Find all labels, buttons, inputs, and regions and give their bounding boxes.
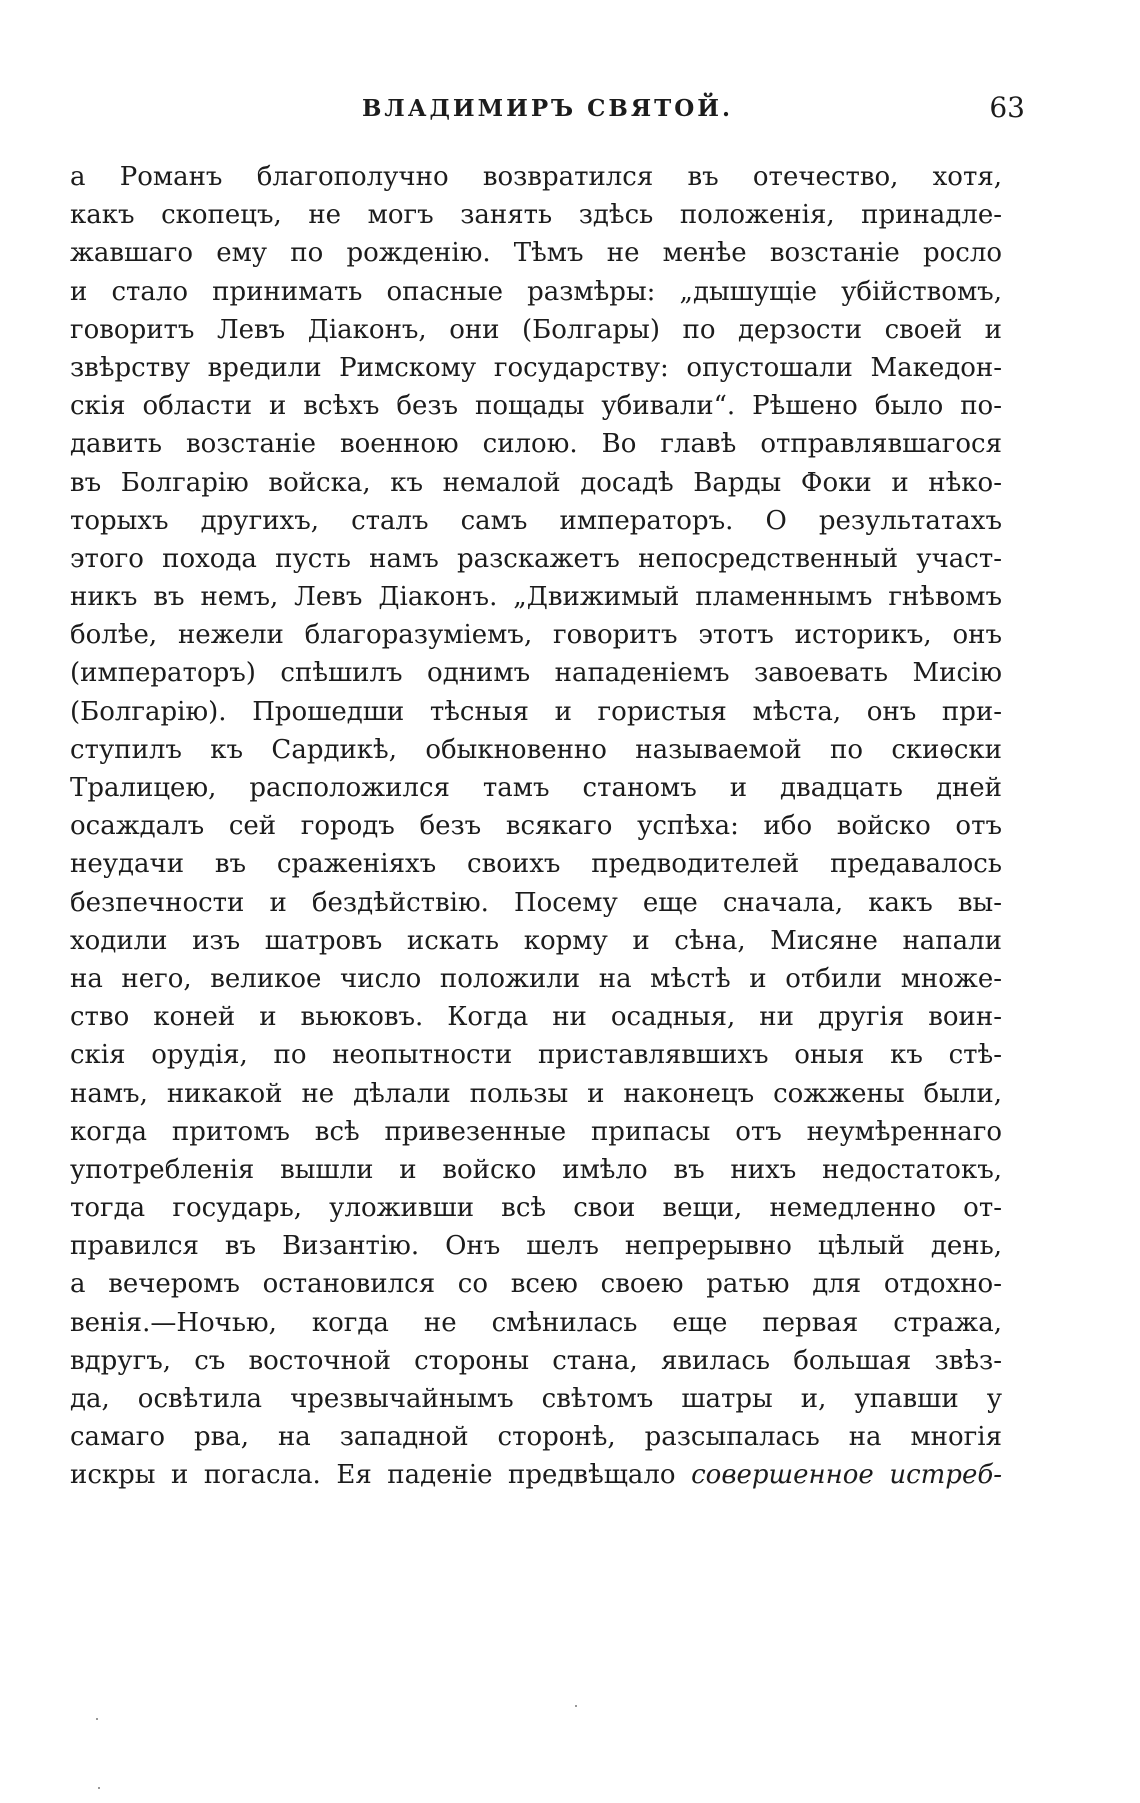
text-line: жавшаго ему по рожденію. Тѣмъ не менѣе возстаніе росло [70, 238, 1002, 269]
text-line: когда притомъ всѣ привезенные припасы отъ неумѣреннаго [70, 1116, 1002, 1147]
text-line-last [70, 1456, 1002, 1494]
text-line: Тралицею, расположился тамъ станомъ и двадцать дней [70, 773, 1002, 803]
text-line: правился въ Византію. Онъ шелъ непрерывно цѣлый день, [70, 1231, 1002, 1262]
text-line: осаждалъ сей городъ безъ всякаго успѣха: ибо войско отъ [70, 811, 1002, 842]
text-line: въ Болгарію войска, къ немалой досадѣ Варды Фоки и нѣко- [70, 467, 1002, 498]
text-line: звѣрству вредили Римскому государству: опустошали Македон- [70, 352, 1002, 383]
page-number: 63 [989, 91, 1025, 124]
body-text [70, 158, 1002, 1495]
paper-speck [98, 1787, 100, 1789]
text-line: намъ, никакой не дѣлали пользы и наконецъ сожжены были, [70, 1078, 1002, 1109]
text-line: венія.—Ночью, когда не смѣнилась еще первая стража, [70, 1307, 1002, 1338]
text-line: давить возстаніе военною силою. Во главѣ отправлявшагося [70, 429, 1002, 460]
text-line: говоритъ Левъ Діаконъ, они (Болгары) по дерзости своей и [70, 314, 1002, 345]
text-line: какъ скопецъ, не могъ занять здѣсь положенія, принадле- [70, 200, 1002, 231]
text-line: скія области и всѣхъ безъ пощады убивали“. Рѣшено было по- [70, 391, 1002, 422]
text-line-last-regular: искры и погасла. Ея паденіе предвѣщало [70, 1460, 692, 1491]
text-line: скія орудія, по неопытности приставлявшихъ оныя къ стѣ- [70, 1040, 1002, 1071]
text-line: а Романъ благополучно возвратился въ отечество, хотя, [70, 162, 1002, 192]
text-line: ступилъ къ Сардикѣ, обыкновенно называемой по скиѳски [70, 734, 1002, 765]
text-line: вдругъ, съ восточной стороны стана, явилась большая звѣз- [70, 1345, 1002, 1376]
text-line: и стало принимать опасные размѣры: „дышущіе убійствомъ, [70, 276, 1002, 307]
text-line: неудачи въ сраженіяхъ своихъ предводителей предавалось [70, 849, 1002, 880]
text-line: а вечеромъ остановился со всею своею ратью для отдохно- [70, 1269, 1002, 1300]
text-line: ходили изъ шатровъ искать корму и сѣна, Мисяне напали [70, 925, 1002, 956]
text-line: ство коней и вьюковъ. Когда ни осадныя, ни другія воин- [70, 1002, 1002, 1033]
running-head [70, 91, 1025, 135]
paper-speck [575, 1705, 577, 1707]
text-line: самаго рва, на западной сторонѣ, разсыпалась на многія [70, 1422, 1002, 1453]
text-line: этого похода пусть намъ разскажетъ непосредственный участ- [70, 543, 1002, 574]
text-line: торыхъ другихъ, сталъ самъ императоръ. О результатахъ [70, 505, 1002, 536]
text-line: тогда государь, уложивши всѣ свои вещи, немедленно от- [70, 1193, 1002, 1224]
text-line: (Болгарію). Прошедши тѣсныя и гористыя мѣста, онъ при- [70, 696, 1002, 727]
text-line-last-italic: совершенное истреб- [691, 1460, 1002, 1491]
text-line: на него, великое число положили на мѣстѣ и отбили множе- [70, 963, 1002, 994]
text-line: (императоръ) спѣшилъ однимъ нападеніемъ завоевать Мисію [70, 658, 1002, 689]
text-line: безпечности и бездѣйствію. Посему еще сначала, какъ вы- [70, 887, 1002, 918]
running-title: ВЛАДИМИРЪ СВЯТОЙ. [361, 95, 734, 122]
text-line: болѣе, нежели благоразуміемъ, говоритъ этотъ историкъ, онъ [70, 620, 1002, 651]
text-line: никъ въ немъ, Левъ Діаконъ. „Движимый пламеннымъ гнѣвомъ [70, 582, 1002, 613]
text-line: да, освѣтила чрезвычайнымъ свѣтомъ шатры и, упавши у [70, 1384, 1002, 1414]
text-line: употребленія вышли и войско имѣло въ нихъ недостатокъ, [70, 1154, 1002, 1185]
paper-speck [96, 1718, 98, 1720]
